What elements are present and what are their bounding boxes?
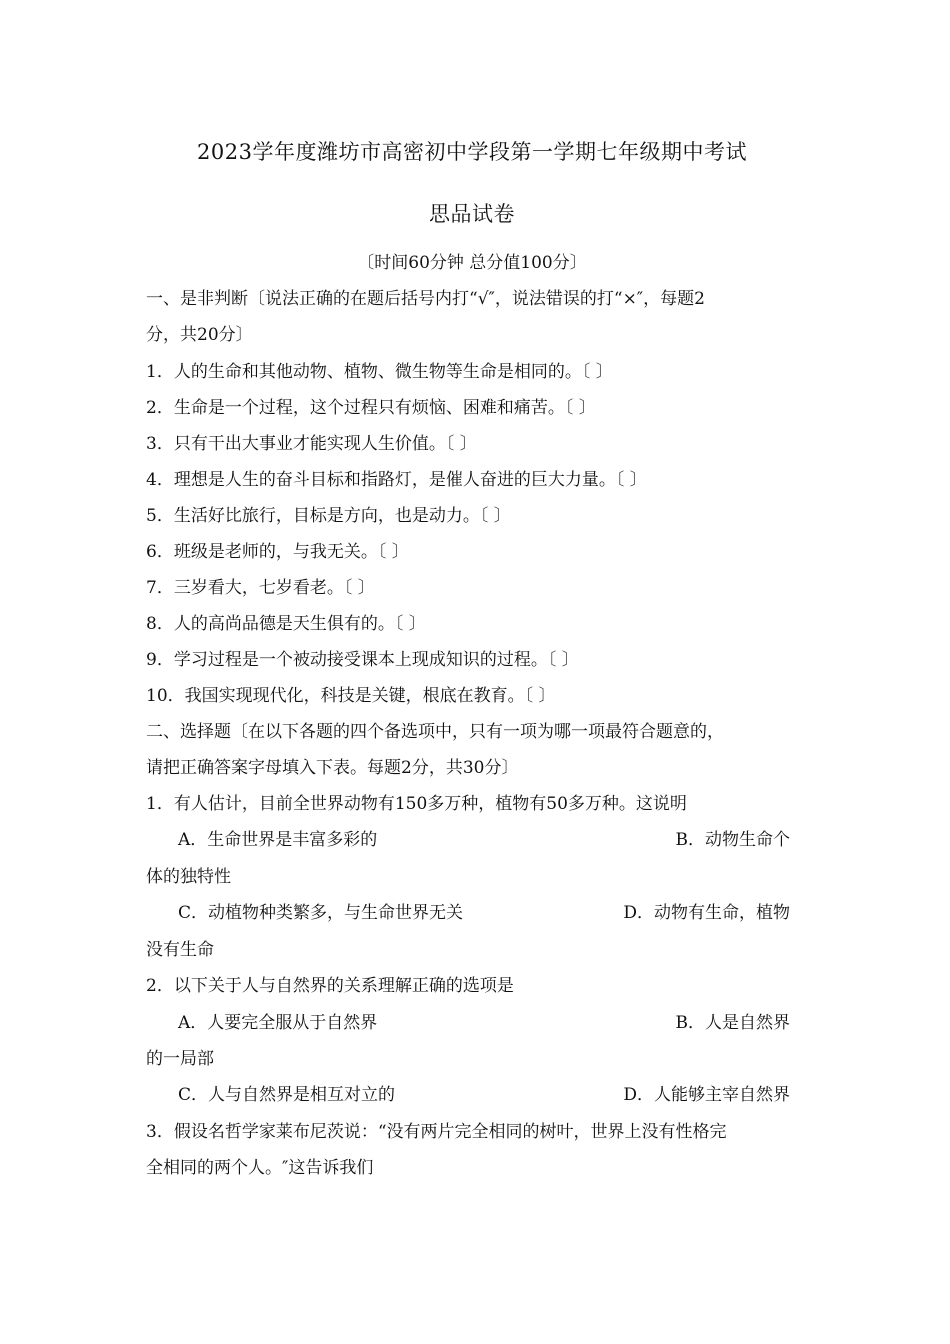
exam-subtitle: 思品试卷 [429, 202, 515, 226]
judgment-item-10: 10．我国实现现代化，科技是关键，根底在教育。〔 〕 [146, 686, 556, 706]
question-1-option-a: A．生命世界是丰富多彩的 [178, 830, 378, 850]
judgment-item-7: 7．三岁看大，七岁看老。〔 〕 [146, 578, 375, 598]
question-1-options-ab [146, 828, 798, 852]
judgment-item-4: 4．理想是人生的奋斗目标和指路灯，是催人奋进的巨大力量。〔 〕 [146, 470, 647, 490]
exam-info: 〔时间60分钟 总分值100分〕 [357, 253, 587, 273]
question-3-stem: 3．假设名哲学家莱布尼茨说：“没有两片完全相同的树叶，世界上没有性格完 [146, 1122, 727, 1142]
judgment-item-2: 2．生命是一个过程，这个过程只有烦恼、困难和痛苦。〔 〕 [146, 398, 596, 418]
question-2-option-d: D．人能够主宰自然界 [623, 1085, 790, 1105]
question-1-options-cd [146, 901, 798, 925]
judgment-item-1: 1．人的生命和其他动物、植物、微生物等生命是相同的。〔 〕 [146, 362, 613, 382]
question-2-stem: 2．以下关于人与自然界的关系理解正确的选项是 [146, 976, 514, 996]
question-2-option-b: B．人是自然界 [675, 1013, 790, 1033]
section1-heading-cont: 分，共20分〕 [146, 325, 253, 345]
section2-heading-cont: 请把正确答案字母填入下表。每题2分，共30分〕 [146, 758, 519, 778]
question-2-option-a: A．人要完全服从于自然界 [178, 1013, 378, 1033]
question-3-stem-cont: 全相同的两个人。″这告诉我们 [146, 1158, 374, 1178]
question-1-option-d: D．动物有生命，植物 [623, 903, 790, 923]
section2-heading: 二、选择题〔在以下各题的四个备选项中，只有一项为哪一项最符合题意的， [146, 722, 724, 742]
judgment-item-6: 6．班级是老师的，与我无关。〔 〕 [146, 542, 409, 562]
question-2-options-ab [146, 1011, 798, 1035]
judgment-item-3: 3．只有干出大事业才能实现人生价值。〔 〕 [146, 434, 477, 454]
section1-heading: 一、是非判断〔说法正确的在题后括号内打“√″，说法错误的打“×″，每题2 [146, 289, 705, 309]
judgment-item-5: 5．生活好比旅行，目标是方向，也是动力。〔 〕 [146, 506, 511, 526]
question-1-option-c: C．动植物种类繁多，与生命世界无关 [178, 903, 464, 923]
question-2-options-cd [146, 1083, 798, 1107]
question-1-option-b-cont: 体的独特性 [146, 867, 231, 887]
question-2-option-c: C．人与自然界是相互对立的 [178, 1085, 396, 1105]
question-1-stem: 1．有人估计，目前全世界动物有150多万种，植物有50多万种。这说明 [146, 794, 687, 814]
exam-title: 2023学年度潍坊市高密初中学段第一学期七年级期中考试 [197, 140, 747, 164]
judgment-item-8: 8．人的高尚品德是天生俱有的。〔 〕 [146, 614, 426, 634]
judgment-item-9: 9．学习过程是一个被动接受课本上现成知识的过程。〔 〕 [146, 650, 579, 670]
question-1-option-b: B．动物生命个 [675, 830, 790, 850]
question-1-option-d-cont: 没有生命 [146, 940, 214, 960]
question-2-option-b-cont: 的一局部 [146, 1049, 214, 1069]
